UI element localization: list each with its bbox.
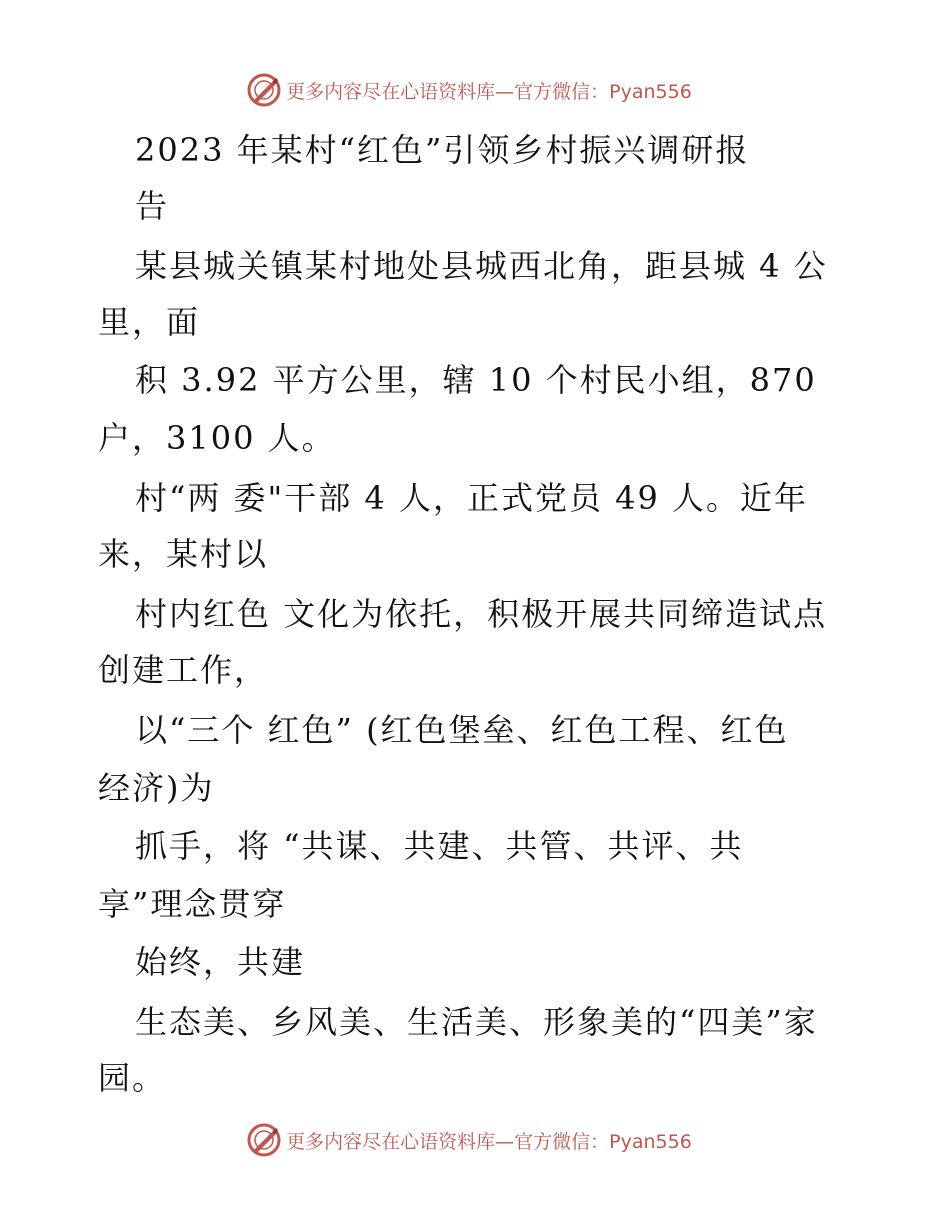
text-line: 经济)为 (98, 769, 215, 807)
title-line-1: 2023 年某村“红色”引领乡村振兴调研报 (135, 131, 750, 169)
text-line: 抓手，将 “共谋、共建、共管、共评、共 (135, 827, 744, 865)
watermark-text: 更多内容尽在心语资料库—官方微信：Pyan556 (286, 1130, 692, 1153)
text-line: 里，面 (98, 303, 201, 341)
text-line: 始终，共建 (135, 943, 306, 981)
text-line: 来，某村以 (98, 535, 269, 573)
text-line: 创建工作， (98, 651, 269, 689)
watermark-text: 更多内容尽在心语资料库—官方微信：Pyan556 (286, 80, 692, 103)
text-line: 生态美、乡风美、生活美、形象美的“四美”家 (135, 1003, 818, 1041)
header-watermark (0, 70, 950, 110)
text-line: 村内红色 文化为依托，积极开展共同缔造试点 (135, 595, 828, 633)
pen-seal-logo-icon (246, 1122, 282, 1158)
text-line: 村“两 委"干部 4 人，正式党员 49 人。近年 (135, 479, 809, 517)
footer-watermark (0, 1120, 950, 1160)
pen-seal-logo-icon (246, 72, 282, 108)
text-line: 积 3.92 平方公里，辖 10 个村民小组，870 (135, 361, 817, 399)
text-line: 享”理念贯穿 (98, 885, 287, 923)
title-line-2: 告 (135, 187, 170, 225)
text-line: 以“三个 红色” (红色堡垒、红色工程、红色 (135, 711, 789, 749)
text-line: 园。 (98, 1059, 167, 1097)
text-line: 户，3100 人。 (98, 419, 336, 457)
text-line: 某县城关镇某村地处县城西北角，距县城 4 公 (135, 247, 828, 285)
